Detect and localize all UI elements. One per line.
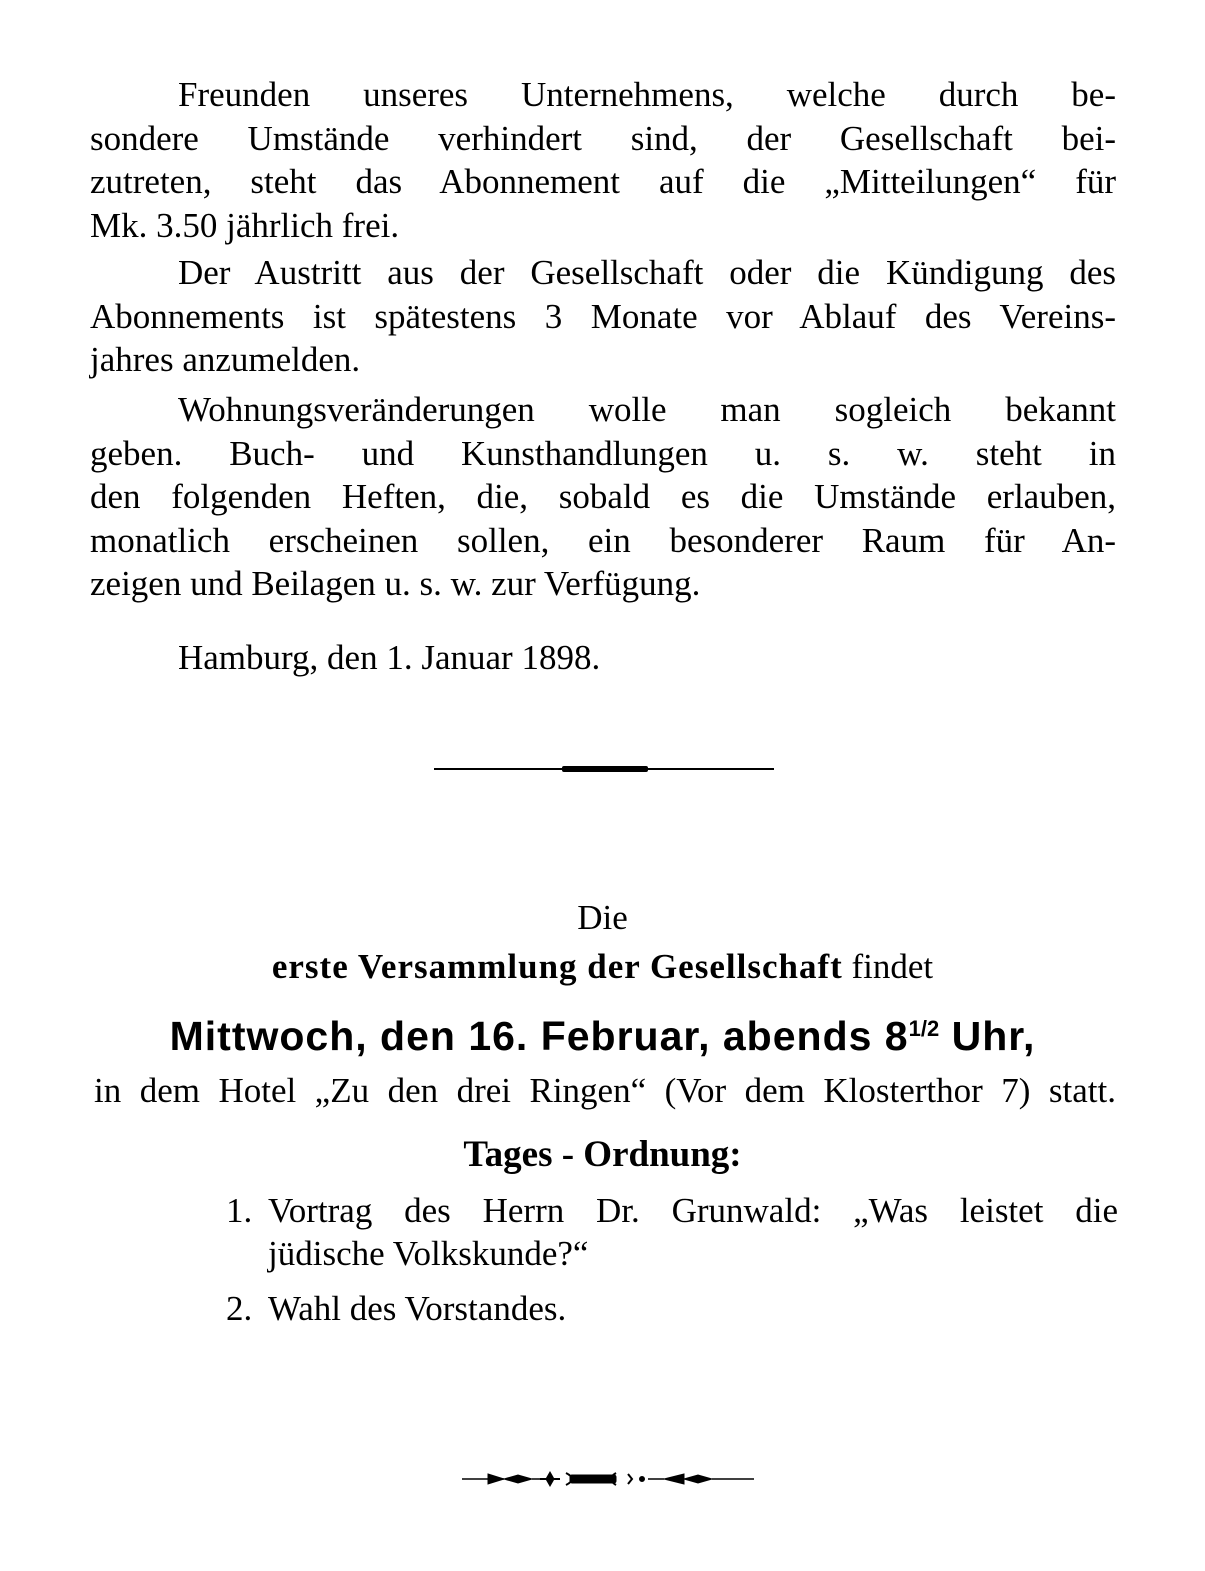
announcement-headline <box>0 945 1205 988</box>
paragraph-address-change <box>90 388 1116 606</box>
paragraph-resignation <box>90 251 1116 382</box>
agenda-item-line: Wahl des Vorstandes. <box>268 1289 567 1328</box>
dateline: Hamburg, den 1. Januar 1898. <box>178 638 601 677</box>
paragraph-line: sondere Umstände verhindert sind, der Gesellschaft bei- <box>90 118 1116 158</box>
paragraph-line: geben. Buch- und Kunsthandlungen u. s. w. steht in <box>90 433 1116 473</box>
paragraph-line: zeigen und Beilagen u. s. w. zur Verfügung. <box>90 564 701 603</box>
meeting-date-text: Mittwoch, den 16. Februar, abends 8 <box>169 1013 909 1059</box>
agenda-list <box>226 1189 1118 1342</box>
announcement-intro: Die <box>577 898 628 937</box>
paragraph-line: Der Austritt aus der Gesellschaft oder die Kündigung des <box>178 253 1116 292</box>
paragraph-line: monatlich erscheinen sollen, ein besonderer Raum für An- <box>90 520 1116 560</box>
agenda-item-number: 1. <box>226 1191 253 1230</box>
paragraph-subscription <box>90 73 1116 247</box>
paragraph-line: Abonnements ist spätestens 3 Monate vor Ablauf des Vereins- <box>90 296 1116 336</box>
announcement-headline-rest: findet <box>851 947 934 986</box>
paragraph-line: Mk. 3.50 jährlich frei. <box>90 205 400 245</box>
horizontal-rule-divider <box>434 766 774 772</box>
typographic-ornament <box>458 1464 758 1494</box>
meeting-location: in dem Hotel „Zu den drei Ringen“ (Vor dem Klosterthor 7) statt. <box>94 1071 1116 1110</box>
agenda-item <box>226 1189 1118 1275</box>
agenda-item-line: Vortrag des Herrn Dr. Grunwald: „Was leistet die <box>268 1191 1118 1230</box>
agenda-item <box>226 1287 1118 1330</box>
paragraph-line: zutreten, steht das Abonnement auf die „Mitteilungen“ für <box>90 162 1116 201</box>
meeting-date-suffix: Uhr, <box>951 1013 1036 1059</box>
agenda-title: Tages - Ordnung: <box>463 1134 742 1175</box>
agenda-item-line: jüdische Volkskunde?“ <box>268 1234 589 1273</box>
paragraph-line: den folgenden Heften, die, sobald es die Umstände erlauben, <box>90 477 1116 516</box>
paragraph-line: Wohnungsveränderungen wolle man sogleich bekannt <box>178 390 1116 429</box>
meeting-time-fraction: 1/2 <box>908 1016 940 1041</box>
paragraph-line: Freunden unseres Unternehmens, welche durch be- <box>178 75 1116 114</box>
paragraph-line: jahres anzumelden. <box>90 340 361 379</box>
announcement-headline-bold: erste Versammlung der Gesellschaft <box>271 947 843 986</box>
meeting-date <box>0 1003 1205 1062</box>
agenda-item-number: 2. <box>226 1289 253 1328</box>
